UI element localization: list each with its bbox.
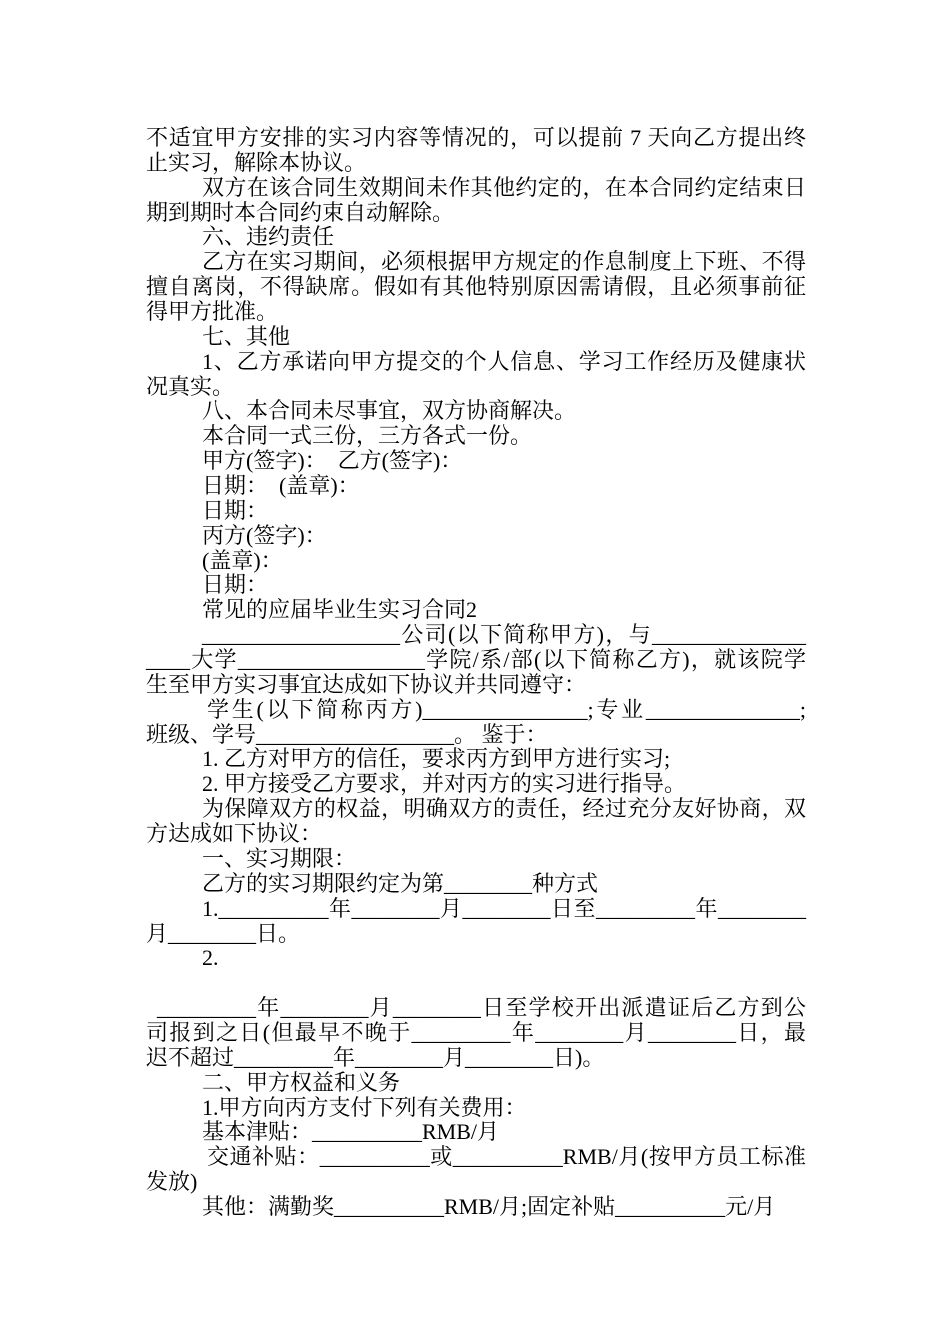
contract-parties-line: ____大学_________________学院/系/部(以下简称乙方)，就该院学 bbox=[146, 647, 806, 673]
section-heading-breach-liability: 六、违约责任 bbox=[202, 224, 335, 250]
signature-party-a-b: 甲方(签字)： 乙方(签字)： bbox=[202, 448, 463, 474]
recital-item: 2. 甲方接受乙方要求，并对丙方的实习进行指导。 bbox=[202, 771, 687, 797]
internship-period-line: 司报到之日(但最早不晚于_________年________月________日，最 bbox=[146, 1019, 806, 1045]
internship-period-line: 月________日。 bbox=[146, 920, 301, 946]
contract-title: 常见的应届毕业生实习合同2 bbox=[202, 597, 478, 623]
clause-text-line: 乙方在实习期间，必须根据甲方规定的作息制度上下班、不得 bbox=[202, 249, 806, 275]
internship-period-line: 乙方的实习期限约定为第________种方式 bbox=[202, 870, 599, 896]
date-line: 日期： bbox=[202, 572, 269, 598]
recital-item: 1. 乙方对甲方的信任，要求丙方到甲方进行实习; bbox=[202, 746, 671, 772]
contract-parties-line: 班级、学号__________________。 鉴于： bbox=[146, 721, 548, 747]
date-line: 日期： bbox=[202, 497, 269, 523]
section-heading-other: 七、其他 bbox=[202, 323, 291, 349]
internship-period-line: 迟不超过_________年________月________日)。 bbox=[146, 1044, 605, 1070]
clause-text-line: 为保障双方的权益，明确双方的责任，经过充分友好协商，双 bbox=[202, 796, 806, 822]
clause-text-line: 1.甲方向丙方支付下列有关费用： bbox=[202, 1094, 527, 1120]
date-seal-line: 日期： (盖章)： bbox=[202, 473, 360, 499]
clause-text-line: 止实习，解除本协议。 bbox=[146, 149, 367, 175]
clause-text-line: 双方在该合同生效期间未作其他约定的，在本合同约定结束日 bbox=[202, 174, 806, 200]
allowance-line: 其他：满勤奖__________RMB/月;固定补贴__________元/月 bbox=[202, 1193, 776, 1219]
internship-period-line: _________年________月________日至学校开出派遣证后乙方到公 bbox=[157, 995, 806, 1021]
clause-text-line: 八、本合同未尽事宜，双方协商解决。 bbox=[202, 398, 577, 424]
section-heading-internship-period: 一、实习期限： bbox=[202, 845, 357, 871]
internship-period-line: 1.__________年________月________日至_________年________ bbox=[202, 895, 806, 921]
allowance-line: 交通补贴：__________或__________RMB/月(按甲方员工标准 bbox=[207, 1144, 806, 1170]
internship-period-line: 2. bbox=[202, 945, 219, 971]
contract-parties-line: 学生(以下简称丙方)_______________;专业______________; bbox=[207, 696, 806, 722]
clause-text-line: 1、乙方承诺向甲方提交的个人信息、学习工作经历及健康状 bbox=[202, 348, 806, 374]
clause-text-line: 擅自离岗，不得缺席。假如有其他特别原因需请假，且必须事前征 bbox=[146, 274, 806, 300]
clause-text-line: 不适宜甲方安排的实习内容等情况的，可以提前 7 天向乙方提出终 bbox=[146, 125, 806, 150]
clause-text-line: 得甲方批准。 bbox=[146, 299, 279, 325]
seal-line: (盖章)： bbox=[202, 547, 283, 573]
clause-text-line: 况真实。 bbox=[146, 373, 235, 399]
allowance-line: 发放) bbox=[146, 1169, 198, 1195]
contract-parties-line: __________________公司(以下简称甲方)，与______________ bbox=[202, 622, 806, 648]
allowance-line: 基本津贴：__________RMB/月 bbox=[202, 1119, 500, 1145]
document-body bbox=[146, 126, 806, 1220]
section-heading-party-a-rights: 二、甲方权益和义务 bbox=[202, 1069, 401, 1095]
blank-line bbox=[146, 971, 806, 996]
clause-text-line: 方达成如下协议： bbox=[146, 821, 323, 847]
contract-parties-line: 生至甲方实习事宜达成如下协议并共同遵守： bbox=[146, 671, 587, 697]
clause-text-line: 期到期时本合同约束自动解除。 bbox=[146, 199, 455, 225]
clause-text-line: 本合同一式三份，三方各式一份。 bbox=[202, 423, 533, 449]
signature-party-c: 丙方(签字)： bbox=[202, 522, 327, 548]
